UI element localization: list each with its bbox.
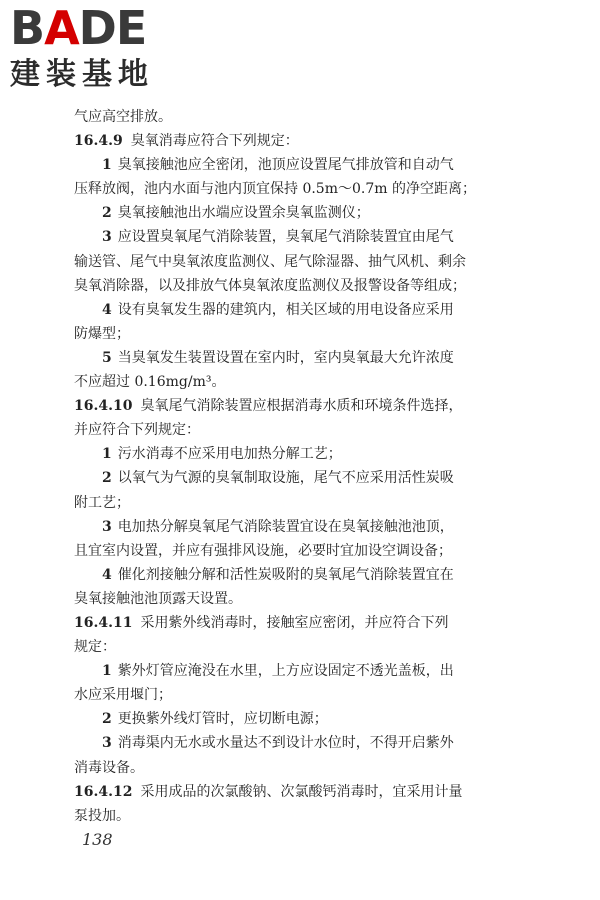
- logo-letters-prefix: B: [10, 1, 45, 55]
- line-text: 消毒设备。: [74, 759, 144, 776]
- list-item: [74, 346, 498, 370]
- clause-number: 16.4.9: [74, 133, 123, 150]
- list-item-number: 1: [102, 446, 112, 463]
- page-number: 138: [82, 830, 113, 849]
- list-item: [74, 153, 498, 177]
- line-text: 当臭氧发生装置设置在室内时，室内臭氧最大允许浓度: [117, 349, 454, 366]
- list-item: [74, 466, 498, 490]
- line-text: 不应超过 0.16mg/m³。: [74, 374, 226, 391]
- text-line: [74, 250, 498, 274]
- line-text: 臭氧尾气消除装置应根据消毒水质和环境条件选择，: [140, 398, 463, 415]
- line-text: 臭氧接触池应全密闭，池顶应设置尾气排放管和自动气: [117, 157, 454, 174]
- clause-heading: [74, 611, 498, 635]
- line-text: 消毒渠内无水或水量达不到设计水位时，不得开启紫外: [117, 735, 454, 752]
- text-line: [74, 370, 498, 394]
- line-text: 附工艺；: [74, 494, 130, 511]
- list-item-number: 2: [102, 205, 112, 222]
- line-text: 臭氧消除器，以及排放气体臭氧浓度监测仪及报警设备等组成；: [74, 277, 466, 294]
- line-text: 紫外灯管应淹没在水里，上方应设固定不透光盖板，出: [117, 663, 454, 680]
- text-line: [74, 804, 498, 828]
- list-item-number: 3: [102, 229, 112, 246]
- line-text: 臭氧接触池出水端应设置余臭氧监测仪；: [117, 205, 370, 222]
- list-item: [74, 731, 498, 755]
- text-line: [74, 322, 498, 346]
- text-line: [74, 105, 498, 129]
- clause-heading: [74, 129, 498, 153]
- list-item-number: 1: [102, 663, 112, 680]
- line-text: 采用成品的次氯酸钠、次氯酸钙消毒时，宜采用计量: [140, 783, 463, 800]
- list-item: [74, 201, 498, 225]
- list-item: [74, 442, 498, 466]
- line-text: 催化剂接触分解和活性炭吸附的臭氧尾气消除装置宜在: [117, 566, 454, 583]
- list-item-number: 1: [102, 157, 112, 174]
- line-text: 采用紫外线消毒时，接触室应密闭，并应符合下列: [140, 614, 449, 631]
- clause-number: 16.4.12: [74, 783, 133, 800]
- line-text: 且宜室内设置，并应有强排风设施，必要时宜加设空调设备；: [74, 542, 452, 559]
- logo-letter-accent: A: [44, 1, 79, 55]
- clause-heading: [74, 394, 498, 418]
- line-text: 设有臭氧发生器的建筑内，相关区域的用电设备应采用: [117, 301, 454, 318]
- clause-heading: [74, 780, 498, 804]
- list-item: [74, 515, 498, 539]
- line-text: 污水消毒不应采用电加热分解工艺；: [117, 446, 342, 463]
- line-text: 以氧气为气源的臭氧制取设施，尾气不应采用活性炭吸: [117, 470, 454, 487]
- line-text: 输送管、尾气中臭氧浓度监测仪、尾气除湿器、抽气风机、剩余: [74, 253, 466, 270]
- text-line: [74, 683, 498, 707]
- list-item: [74, 707, 498, 731]
- logo-letters-suffix: DE: [78, 1, 147, 55]
- line-text: 应设置臭氧尾气消除装置，臭氧尾气消除装置宜由尾气: [117, 229, 454, 246]
- line-text: 水应采用堰门；: [74, 687, 172, 704]
- list-item-number: 2: [102, 470, 112, 487]
- text-line: [74, 177, 498, 201]
- line-text: 并应符合下列规定：: [74, 422, 200, 439]
- line-text: 泵投加。: [74, 807, 130, 824]
- logo-wordmark: [10, 1, 147, 55]
- logo-cjk-text: 建装基地: [10, 57, 154, 92]
- text-line: [74, 756, 498, 780]
- line-text: 气应高空排放。: [74, 109, 172, 125]
- list-item: [74, 298, 498, 322]
- clause-number: 16.4.11: [74, 614, 133, 631]
- text-line: [74, 539, 498, 563]
- text-line: [74, 274, 498, 298]
- list-item: [74, 563, 498, 587]
- line-text: 电加热分解臭氧尾气消除装置宜设在臭氧接触池池顶，: [117, 518, 454, 535]
- list-item: [74, 225, 498, 249]
- list-item: [74, 659, 498, 683]
- list-item-number: 2: [102, 711, 112, 728]
- line-text: 压释放阀，池内水面与池内顶宜保持 0.5m～0.7m 的净空距离；: [74, 181, 476, 198]
- line-text: 臭氧接触池池顶露天设置。: [74, 590, 242, 607]
- list-item-number: 3: [102, 518, 112, 535]
- text-line: [74, 587, 498, 611]
- line-text: 更换紫外线灯管时，应切断电源；: [117, 711, 328, 728]
- list-item-number: 4: [102, 566, 112, 583]
- clause-number: 16.4.10: [74, 398, 133, 415]
- document-body: [74, 105, 498, 828]
- line-text: 规定：: [74, 639, 116, 656]
- text-line: [74, 418, 498, 442]
- list-item-number: 3: [102, 735, 112, 752]
- bade-logo: [10, 1, 185, 94]
- list-item-number: 4: [102, 301, 112, 318]
- list-item-number: 5: [102, 349, 112, 366]
- line-text: 防爆型；: [74, 325, 130, 342]
- text-line: [74, 635, 498, 659]
- line-text: 臭氧消毒应符合下列规定：: [130, 133, 299, 150]
- text-line: [74, 491, 498, 515]
